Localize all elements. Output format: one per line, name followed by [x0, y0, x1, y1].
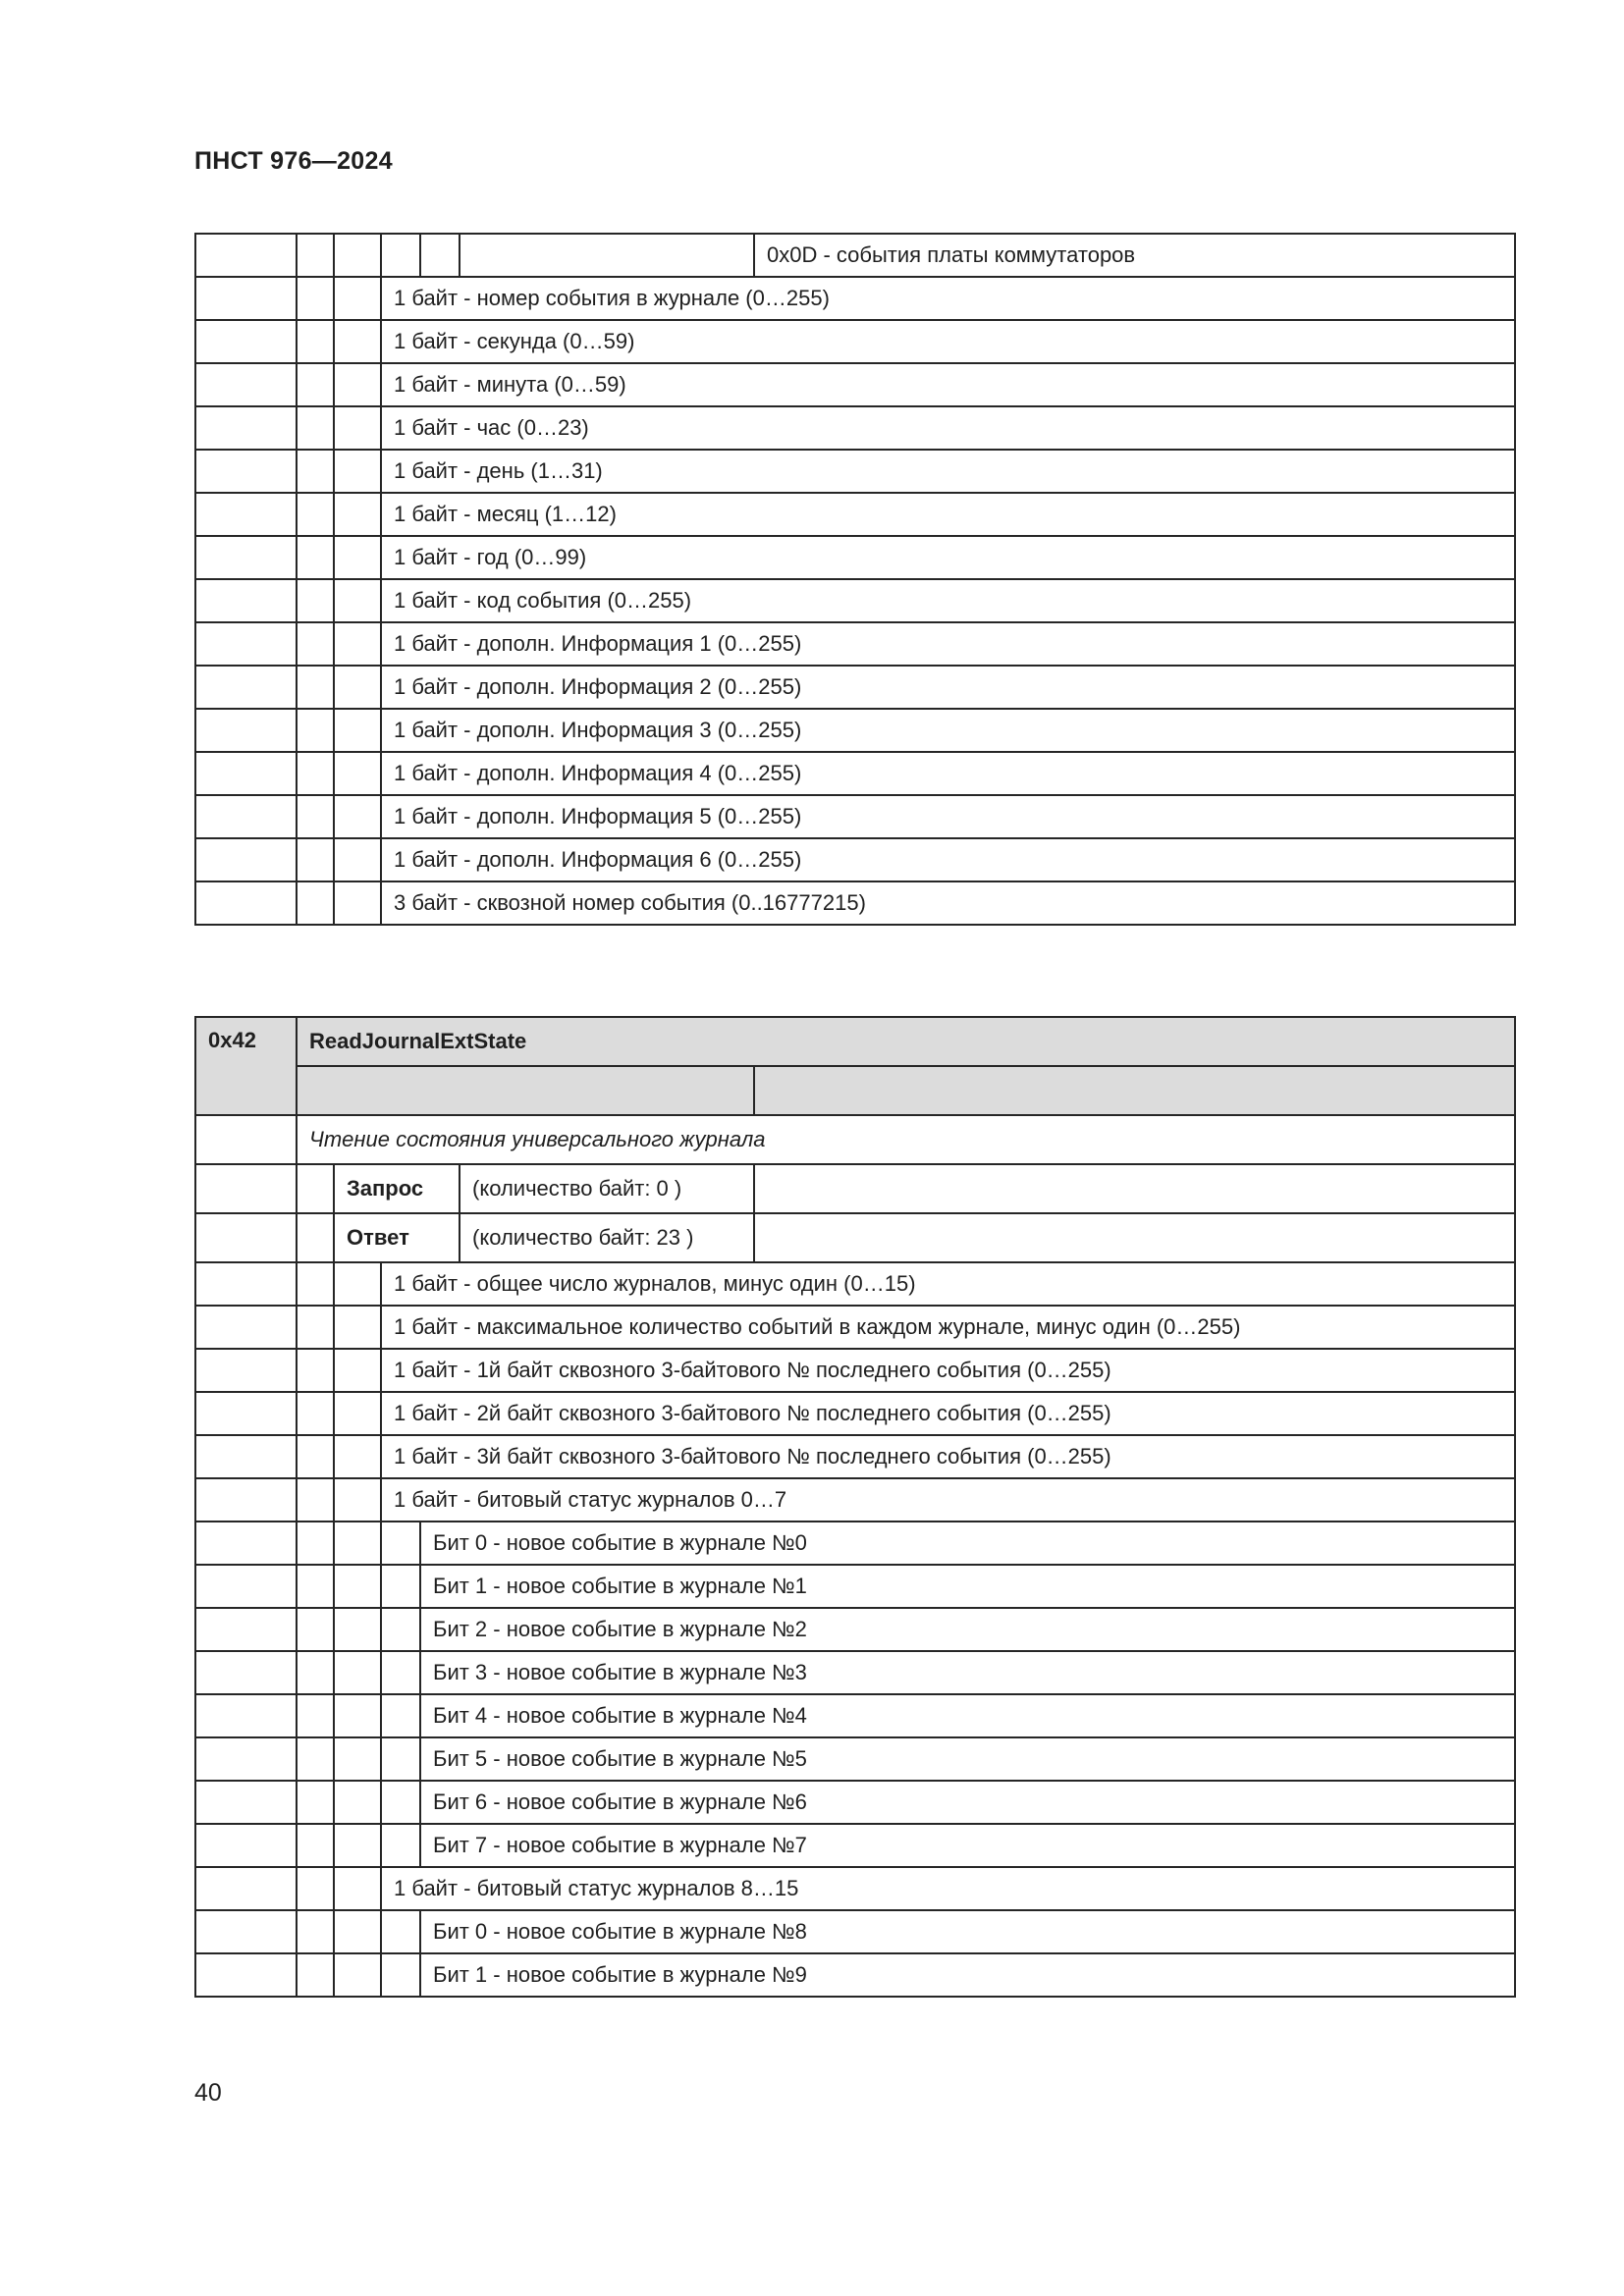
bit-description: Бит 2 - новое событие в журнале №2: [420, 1608, 1515, 1651]
command-description: Чтение состояния универсального журнала: [297, 1115, 1515, 1164]
byte-description: 1 байт - дополн. Информация 2 (0…255): [381, 666, 1515, 709]
byte-description: 1 байт - битовый статус журналов 8…15: [381, 1867, 1515, 1910]
table-row: [195, 1262, 1515, 1306]
table-row: [195, 536, 1515, 579]
byte-description: 1 байт - год (0…99): [381, 536, 1515, 579]
event-type-cell: 0x0D - события платы коммутаторов: [754, 234, 1515, 277]
table-row: [195, 1392, 1515, 1435]
table-row: [195, 450, 1515, 493]
bit-description: Бит 7 - новое событие в журнале №7: [420, 1824, 1515, 1867]
table-row: [195, 1910, 1515, 1953]
events-table: [194, 233, 1516, 926]
byte-description: 1 байт - 2й байт сквозного 3-байтового № последнего события (0…255): [381, 1392, 1515, 1435]
table-row: [195, 1737, 1515, 1781]
byte-description: 1 байт - дополн. Информация 4 (0…255): [381, 752, 1515, 795]
table-row: [195, 579, 1515, 622]
table-row: [195, 234, 1515, 277]
byte-description: 1 байт - час (0…23): [381, 406, 1515, 450]
command-name: ReadJournalExtState: [297, 1017, 1515, 1066]
table-row: [195, 1066, 1515, 1115]
table-row: [195, 666, 1515, 709]
document-code-header: ПНСТ 976—2024: [194, 147, 393, 175]
byte-description: 1 байт - 3й байт сквозного 3-байтового № последнего события (0…255): [381, 1435, 1515, 1478]
table-row: [195, 363, 1515, 406]
table-row: [195, 1694, 1515, 1737]
byte-description: 1 байт - месяц (1…12): [381, 493, 1515, 536]
table-row: [195, 881, 1515, 925]
table-row: [195, 1651, 1515, 1694]
bit-description: Бит 3 - новое событие в журнале №3: [420, 1651, 1515, 1694]
request-label: Запрос: [334, 1164, 460, 1213]
response-label: Ответ: [334, 1213, 460, 1262]
table-row: [195, 1115, 1515, 1164]
byte-description: 1 байт - дополн. Информация 1 (0…255): [381, 622, 1515, 666]
byte-description: 1 байт - дополн. Информация 5 (0…255): [381, 795, 1515, 838]
table-row: [195, 1867, 1515, 1910]
read-journal-ext-state-table: [194, 1016, 1516, 1998]
byte-description: 3 байт - сквозной номер события (0..16777215): [381, 881, 1515, 925]
byte-description: 1 байт - минута (0…59): [381, 363, 1515, 406]
table-row: [195, 1349, 1515, 1392]
bit-description: Бит 1 - новое событие в журнале №1: [420, 1565, 1515, 1608]
table-row: [195, 1824, 1515, 1867]
table-row: [195, 752, 1515, 795]
page-number: 40: [194, 2079, 222, 2107]
table-row: [195, 406, 1515, 450]
table-row: [195, 1522, 1515, 1565]
byte-description: 1 байт - код события (0…255): [381, 579, 1515, 622]
bit-description: Бит 0 - новое событие в журнале №0: [420, 1522, 1515, 1565]
table-row: [195, 709, 1515, 752]
table-row: [195, 1953, 1515, 1997]
table-row: [195, 622, 1515, 666]
table-row: [195, 1306, 1515, 1349]
bit-description: Бит 6 - новое событие в журнале №6: [420, 1781, 1515, 1824]
table-row: [195, 1213, 1515, 1262]
request-byte-count: (количество байт: 0 ): [460, 1164, 754, 1213]
bit-description: Бит 5 - новое событие в журнале №5: [420, 1737, 1515, 1781]
table-row: [195, 1164, 1515, 1213]
byte-description: 1 байт - дополн. Информация 6 (0…255): [381, 838, 1515, 881]
byte-description: 1 байт - 1й байт сквозного 3-байтового № последнего события (0…255): [381, 1349, 1515, 1392]
table-row: [195, 838, 1515, 881]
table-row: [195, 795, 1515, 838]
byte-description: 1 байт - секунда (0…59): [381, 320, 1515, 363]
response-byte-count: (количество байт: 23 ): [460, 1213, 754, 1262]
table-row: [195, 320, 1515, 363]
byte-description: 1 байт - общее число журналов, минус один (0…15): [381, 1262, 1515, 1306]
byte-description: 1 байт - номер события в журнале (0…255): [381, 277, 1515, 320]
byte-description: 1 байт - дополн. Информация 3 (0…255): [381, 709, 1515, 752]
byte-description: 1 байт - день (1…31): [381, 450, 1515, 493]
table-row: [195, 1435, 1515, 1478]
byte-description: 1 байт - максимальное количество событий в каждом журнале, минус один (0…255): [381, 1306, 1515, 1349]
bit-description: Бит 4 - новое событие в журнале №4: [420, 1694, 1515, 1737]
byte-description: 1 байт - битовый статус журналов 0…7: [381, 1478, 1515, 1522]
table-row: [195, 1781, 1515, 1824]
command-code: 0x42: [195, 1017, 297, 1115]
table-row: [195, 1478, 1515, 1522]
table-row: [195, 1017, 1515, 1066]
table-row: [195, 1565, 1515, 1608]
table-row: [195, 493, 1515, 536]
bit-description: Бит 1 - новое событие в журнале №9: [420, 1953, 1515, 1997]
table-row: [195, 277, 1515, 320]
bit-description: Бит 0 - новое событие в журнале №8: [420, 1910, 1515, 1953]
table-row: [195, 1608, 1515, 1651]
